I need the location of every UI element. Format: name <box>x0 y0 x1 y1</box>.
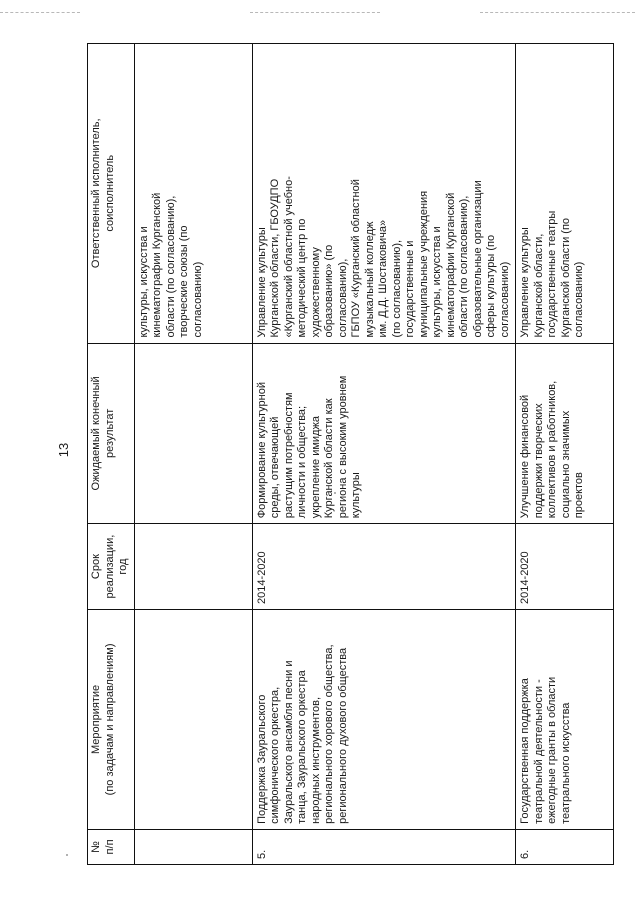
cell-event <box>134 609 252 829</box>
cell-responsible: Управление культуры Курганской области, ГБОУДПО «Курганский областной учебно- методический центр по художественному образованию» (по согласованию), ГБПОУ «Курганский областной музыкальный колледж им. Д.Д. Шостаковича» (по согласованию), государственные и муниципальные учреждения культуры, искусства и кинематографии Курганской области (по согласованию), образовательные организации сферы культуры (по согласованию) <box>252 44 516 344</box>
cell-result <box>134 343 252 524</box>
cell-event: Государственная поддержка театральной деятельности - ежегодные гранты в области театрального искусства <box>516 609 614 829</box>
table-row <box>252 44 516 865</box>
table-row <box>516 44 614 865</box>
table-row <box>134 44 252 865</box>
scan-speck <box>66 854 68 856</box>
scan-artifact-top-right <box>480 12 635 13</box>
cell-number: 5. <box>252 829 516 864</box>
cell-result: Формирование культурной среды, отвечающей растущим потребностям личности и общества; укрепление имиджа Курганской области как региона с высоким уровнем культуры <box>252 343 516 524</box>
scan-artifact-top-center <box>250 12 380 13</box>
program-events-table <box>87 43 614 865</box>
header-responsible: Ответственный исполнитель, соисполнитель <box>88 44 135 344</box>
header-event: Мероприятие (по задачам и направлениям) <box>88 609 135 829</box>
header-result: Ожидаемый конечный результат <box>88 343 135 524</box>
table-header-row <box>88 44 135 865</box>
cell-period <box>134 524 252 610</box>
cell-period: 2014-2020 <box>252 524 516 610</box>
cell-result: Улучшение финансовой поддержки творческих коллективов и работников, социально значимых проектов <box>516 343 614 524</box>
cell-period: 2014-2020 <box>516 524 614 610</box>
cell-responsible: Управление культуры Курганской области, государственные театры Курганской области (по согласованию) <box>516 44 614 344</box>
scan-artifact-top-left <box>0 12 80 13</box>
rotated-table-container <box>87 43 585 865</box>
header-number: № п/п <box>88 829 135 864</box>
cell-responsible: культуры, искусства и кинематографии Курганской области (по согласованию), творческие союзы (по согласованию) <box>134 44 252 344</box>
cell-number: 6. <box>516 829 614 864</box>
page-number: 13 <box>56 442 71 458</box>
cell-event: Поддержка Зауральского симфонического оркестра, Зауральского ансамбля песни и танца, Зауральского оркестра народных инструментов, регионального хорового общества, регионального духового общества <box>252 609 516 829</box>
header-period: Срок реализации, год <box>88 524 135 610</box>
cell-number <box>134 829 252 864</box>
